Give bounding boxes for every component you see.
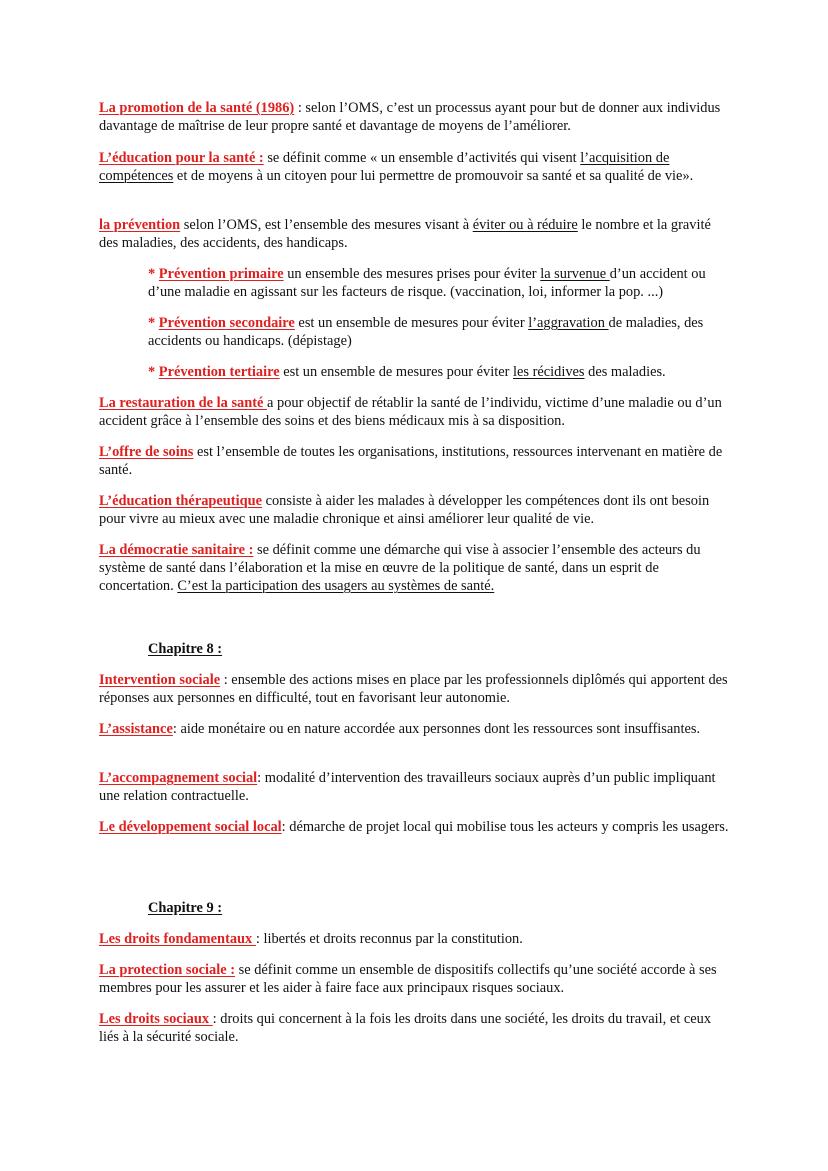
term-label: la prévention (99, 217, 181, 233)
term-label: La protection sociale : (99, 962, 236, 978)
underlined-phrase: éviter ou à réduire (472, 217, 578, 233)
definition-assistance (99, 720, 731, 738)
underlined-phrase: la survenue (540, 266, 610, 282)
definition-text: : selon l’OMS, c’est un processus ayant pour but de donner aux individus davantage de maîtrise de leur propre santé et davantage de moyens de l’améliorer. (99, 100, 721, 134)
definition-text: d’un accident ou d’une maladie en agissant sur les facteurs de risque. (vaccination, loi, informer la pop. ...) (148, 266, 706, 300)
definition-text: est un ensemble de mesures pour éviter (279, 364, 513, 380)
definition-offre-soins (99, 443, 731, 479)
definition-text: : libertés et droits reconnus par la constitution. (255, 931, 523, 947)
bullet-marker: * (148, 315, 159, 331)
term-label: Prévention secondaire (158, 315, 295, 331)
bullet-marker: * (148, 266, 159, 282)
term-label: Prévention primaire (158, 266, 284, 282)
definition-restauration-sante (99, 394, 731, 430)
definition-education-therapeutique (99, 492, 731, 528)
term-label: Prévention tertiaire (158, 364, 280, 380)
definition-text: : aide monétaire ou en nature accordée aux personnes dont les ressources sont insuffisantes. (172, 721, 701, 737)
definition-prevention-secondaire (148, 314, 732, 350)
underlined-phrase: l’aggravation (528, 315, 609, 331)
underlined-phrase: les récidives (513, 364, 585, 380)
term-label: L’éducation pour la santé : (99, 150, 264, 166)
definition-prevention-primaire (148, 265, 732, 301)
definition-protection-sociale (99, 961, 731, 997)
definition-prevention (99, 216, 731, 252)
definition-droits-sociaux (99, 1010, 731, 1046)
definition-droits-fondamentaux (99, 930, 731, 948)
underlined-phrase: l’acquisition de compétences (99, 150, 670, 184)
definition-text: des maladies. (584, 364, 666, 380)
term-label: La démocratie sanitaire : (99, 542, 254, 558)
term-label: L’éducation thérapeutique (99, 493, 262, 509)
definition-text: est l’ensemble de toutes les organisations, institutions, ressources intervenant en matière de santé. (99, 444, 723, 478)
definition-text: se définit comme un ensemble de dispositifs collectifs qu’une société accorde à ses membres pour les assurer et les aider à faire face aux principaux risques sociaux. (99, 962, 717, 996)
definition-text: un ensemble des mesures prises pour éviter (283, 266, 541, 282)
term-label: La restauration de la santé (99, 395, 268, 411)
definition-text: a pour objectif de rétablir la santé de l’individu, victime d’une maladie ou d’un accident grâce à l’ensemble des soins et des biens médicaux mis à sa disposition. (99, 395, 722, 429)
definition-text: se définit comme « un ensemble d’activités qui visent (263, 150, 581, 166)
definition-education-sante (99, 149, 731, 185)
term-label: Les droits sociaux (99, 1011, 213, 1027)
definition-intervention-sociale (99, 671, 731, 707)
definition-text: : démarche de projet local qui mobilise tous les acteurs y compris les usagers. (281, 819, 729, 835)
definition-text: se définit comme une démarche qui vise à associer l’ensemble des acteurs du système de santé dans l’élaboration et la mise en œuvre de la politique de santé, dans un esprit de concertation. (99, 542, 701, 594)
definition-text: : modalité d’intervention des travailleurs sociaux auprès d’un public impliquant une relation contractuelle. (99, 770, 716, 804)
term-label: Le développement social local (99, 819, 282, 835)
definition-text: et de moyens à un citoyen pour lui permettre de promouvoir sa santé et sa qualité de vie». (173, 168, 694, 184)
definition-text: consiste à aider les malades à développer les compétences dont ils ont besoin pour vivre au mieux avec une maladie chronique et ainsi améliorer leur qualité de vie. (99, 493, 710, 527)
definition-text: de maladies, des accidents ou handicaps. (dépistage) (148, 315, 704, 349)
definition-prevention-tertiaire (148, 363, 732, 381)
term-label: L’offre de soins (99, 444, 194, 460)
definition-accompagnement-social (99, 769, 731, 805)
definition-developpement-social-local (99, 818, 731, 836)
term-label: Les droits fondamentaux (99, 931, 256, 947)
definition-text: : droits qui concernent à la fois les droits dans une société, les droits du travail, et ceux liés à la sécurité sociale. (99, 1011, 712, 1045)
term-label: L’accompagnement social (99, 770, 258, 786)
definition-promotion-sante (99, 99, 731, 135)
term-label: Intervention sociale (99, 672, 221, 688)
term-label: La promotion de la santé (1986) (99, 100, 295, 116)
definition-democratie-sanitaire (99, 541, 731, 595)
definition-text: est un ensemble de mesures pour éviter (294, 315, 529, 331)
chapter-9-heading: Chapitre 9 : (148, 900, 223, 916)
bullet-marker: * (148, 364, 159, 380)
definition-text: le nombre et la gravité des maladies, des accidents, des handicaps. (99, 217, 711, 251)
term-label: L’assistance (99, 721, 173, 737)
definition-text: : ensemble des actions mises en place par les professionnels diplômés qui apportent des réponses aux personnes en difficulté, tout en favorisant leur autonomie. (99, 672, 728, 706)
underlined-phrase: C’est la participation des usagers au systèmes de santé. (177, 578, 495, 594)
chapter-8-heading: Chapitre 8 : (148, 641, 223, 657)
definition-text: selon l’OMS, est l’ensemble des mesures visant à (180, 217, 473, 233)
